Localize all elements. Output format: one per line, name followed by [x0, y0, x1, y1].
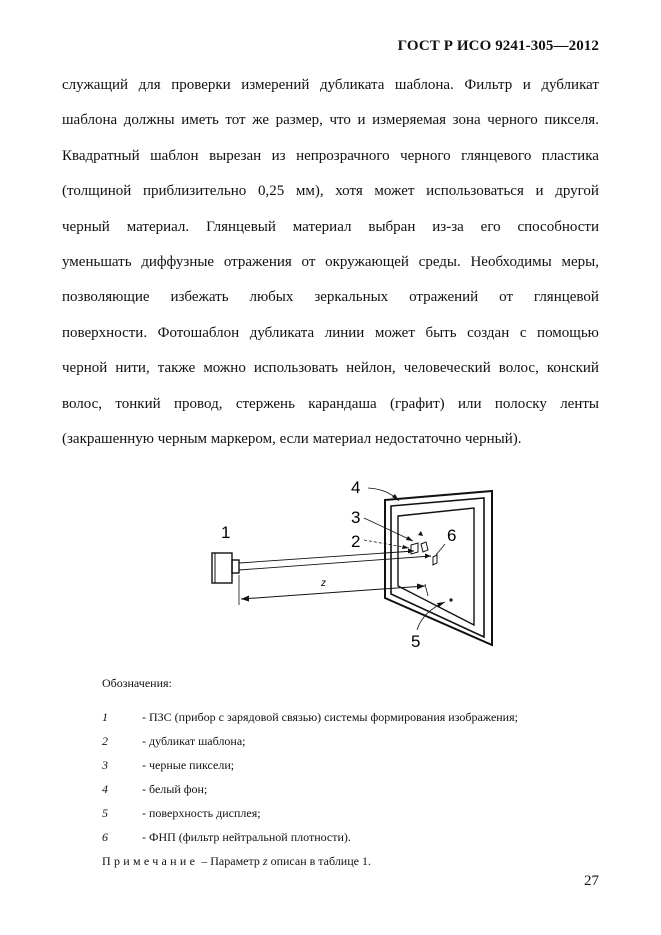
paragraph-word: иметь: [181, 112, 219, 129]
legend-text: - дубликат шаблона;: [142, 734, 246, 748]
paragraph-word: может: [374, 183, 415, 200]
legend-text: - черные пиксели;: [142, 758, 235, 772]
paragraph-word: диффузные: [141, 253, 215, 270]
template-duplicate: [411, 543, 418, 554]
paragraph-word: дубликат: [541, 77, 599, 93]
paragraph-word: зона: [452, 112, 481, 129]
paragraph-word: позволяющие: [62, 289, 150, 306]
paragraph-line-6: [62, 245, 599, 280]
legend-item: [102, 707, 518, 731]
paragraph-word: использоваться: [426, 183, 524, 200]
paragraph-line-2: [62, 103, 599, 138]
paragraph-word: же: [252, 112, 270, 129]
paragraph-word: отражений: [409, 289, 479, 306]
paragraph-word: быть: [425, 324, 457, 341]
legend-item: [102, 827, 518, 851]
paragraph-word: и: [522, 77, 531, 93]
paragraph-line-1: [62, 68, 599, 103]
paragraph-line-3: [62, 139, 599, 174]
paragraph-word: использовать: [253, 360, 339, 377]
paragraph-word: среды.: [418, 253, 461, 270]
display-outer-frame: [385, 491, 492, 645]
paragraph-word: черной: [62, 360, 108, 377]
paragraph-line-11: (закрашенную черным маркером, если материал недостаточно черный).: [62, 430, 522, 447]
paragraph-word: дубликата: [249, 324, 315, 341]
paragraph-word: мм),: [295, 183, 324, 200]
paragraph-word: Квадратный: [62, 147, 140, 164]
paragraph-word: что: [329, 112, 351, 129]
paragraph-word: может: [374, 324, 415, 341]
paragraph-word: нити,: [115, 360, 150, 377]
paragraph-word: черного: [400, 147, 451, 164]
legend-item: [102, 755, 518, 779]
label-distance: z: [321, 578, 326, 589]
paragraph-line-5: [62, 210, 599, 245]
paragraph-word: отражения: [223, 253, 292, 270]
legend-title: Обозначения:: [102, 676, 172, 690]
paragraph-word: уменьшать: [62, 253, 132, 270]
paragraph-word: шаблона: [62, 112, 118, 129]
paragraph-word: окружающей: [325, 253, 409, 270]
paragraph-word: материал: [292, 218, 352, 235]
paragraph-word: непрозрачного: [296, 147, 390, 164]
paragraph-word: с: [519, 324, 527, 341]
paragraph-word: можно: [203, 360, 246, 377]
paragraph-word: выбран: [368, 218, 416, 235]
paragraph-word: глянцевого: [461, 147, 532, 164]
legend-text: - поверхность дисплея;: [142, 806, 261, 820]
paragraph-word: глянцевой: [533, 289, 599, 306]
paragraph-word: Фотошаблон: [157, 324, 240, 341]
paragraph-line-10: [62, 387, 599, 422]
paragraph-word: человеческий: [403, 360, 491, 377]
label-background: 4: [351, 478, 361, 497]
legend-number: 3: [102, 758, 108, 772]
paragraph-word: шаблон: [150, 147, 199, 164]
legend-number: 1: [102, 710, 108, 724]
body-paragraph: [62, 68, 599, 457]
paragraph-word: провод,: [174, 395, 223, 412]
paragraph-word: способности: [517, 218, 599, 235]
paragraph-word: 0,25: [257, 183, 285, 200]
paragraph-word: шаблона.: [394, 77, 454, 93]
paragraph-word: дубликата: [319, 77, 385, 93]
paragraph-word: нейлон,: [346, 360, 396, 377]
paragraph-word: для: [138, 77, 161, 93]
paragraph-word: его: [480, 218, 501, 235]
paragraph-word: зеркальных: [314, 289, 389, 306]
legend-number: 6: [102, 830, 108, 844]
paragraph-word: другой: [555, 183, 599, 200]
paragraph-word: конский: [546, 360, 599, 377]
paragraph-line-4: [62, 174, 599, 209]
paragraph-word: ленты: [560, 395, 599, 412]
paragraph-word: хотя: [335, 183, 363, 200]
label-pixels: 3: [351, 508, 361, 527]
black-pixel: [421, 542, 428, 552]
paragraph-word: или: [458, 395, 482, 412]
figure-note: [102, 851, 518, 871]
paragraph-word: и: [357, 112, 366, 129]
legend-text: - белый фон;: [142, 782, 208, 796]
paragraph-line-8: [62, 316, 599, 351]
neutral-density-filter: [433, 555, 437, 565]
paragraph-word: меры,: [561, 253, 599, 270]
paragraph-word: и: [535, 183, 544, 200]
legend-text: - ФНП (фильтр нейтральной плотности).: [142, 830, 351, 844]
legend-number: 4: [102, 782, 108, 796]
paragraph-word: приблизительно: [142, 183, 247, 200]
paragraph-word: черный: [62, 218, 110, 235]
camera-lens: [232, 560, 239, 573]
paragraph-word: от: [499, 289, 513, 306]
paragraph-word: пластика: [541, 147, 599, 164]
figure-legend: [102, 673, 518, 871]
paragraph-word: измерений: [241, 77, 310, 93]
page-number: 27: [584, 873, 599, 889]
paragraph-word: вырезан: [209, 147, 262, 164]
display-middle-frame: [391, 498, 484, 637]
paragraph-word: тот: [225, 112, 246, 129]
paragraph-line-9: [62, 351, 599, 386]
legend-item: [102, 731, 518, 755]
label-template: 2: [351, 532, 361, 551]
legend-number: 5: [102, 806, 108, 820]
display-white-background: [398, 508, 474, 625]
legend-item: [102, 803, 518, 827]
legend-text: - ПЗС (прибор с зарядовой связью) системы формирования изображения;: [142, 710, 518, 724]
paragraph-word: поверхности.: [62, 324, 148, 341]
paragraph-line-7: [62, 280, 599, 315]
paragraph-word: черного: [487, 112, 538, 129]
paragraph-word: также: [157, 360, 196, 377]
label-filter: 6: [447, 526, 457, 545]
note-word: Примечание: [102, 854, 199, 868]
legend-number: 2: [102, 734, 108, 748]
paragraph-word: материал.: [126, 218, 190, 235]
note-rest: описан в таблице 1.: [267, 854, 371, 868]
paragraph-word: проверки: [171, 77, 231, 93]
label-camera: 1: [221, 523, 231, 542]
paragraph-word: любых: [249, 289, 294, 306]
note-dash: – Параметр: [198, 854, 263, 868]
paragraph-word: от: [301, 253, 316, 270]
note-param: z: [262, 854, 268, 868]
paragraph-word: волос,: [62, 395, 103, 412]
paragraph-word: стержень: [235, 395, 295, 412]
measurement-setup-figure: [195, 475, 515, 655]
paragraph-word: (графит): [390, 395, 445, 412]
paragraph-word: Фильтр: [464, 77, 513, 93]
paragraph-word: полоску: [494, 395, 547, 412]
paragraph-word: тонкий: [115, 395, 161, 412]
paragraph-word: Глянцевый: [206, 218, 276, 235]
paragraph-word: избежать: [170, 289, 229, 306]
paragraph-word: (толщиной: [62, 183, 132, 200]
paragraph-word: из: [271, 147, 286, 164]
paragraph-word: измеряемая: [372, 112, 447, 129]
paragraph-word: Необходимы: [470, 253, 552, 270]
paragraph-word: карандаша: [308, 395, 377, 412]
legend-item: [102, 779, 518, 803]
paragraph-word: помощью: [537, 324, 599, 341]
paragraph-word: волос,: [498, 360, 539, 377]
paragraph-word: пикселя.: [544, 112, 599, 129]
document-header: ГОСТ Р ИСО 9241-305—2012: [397, 38, 599, 54]
label-display: 5: [411, 632, 421, 651]
paragraph-word: из-за: [432, 218, 464, 235]
paragraph-word: должны: [123, 112, 175, 129]
paragraph-word: служащий: [62, 77, 129, 93]
paragraph-word: создан: [467, 324, 510, 341]
paragraph-word: размер,: [275, 112, 323, 129]
paragraph-word: линии: [324, 324, 365, 341]
